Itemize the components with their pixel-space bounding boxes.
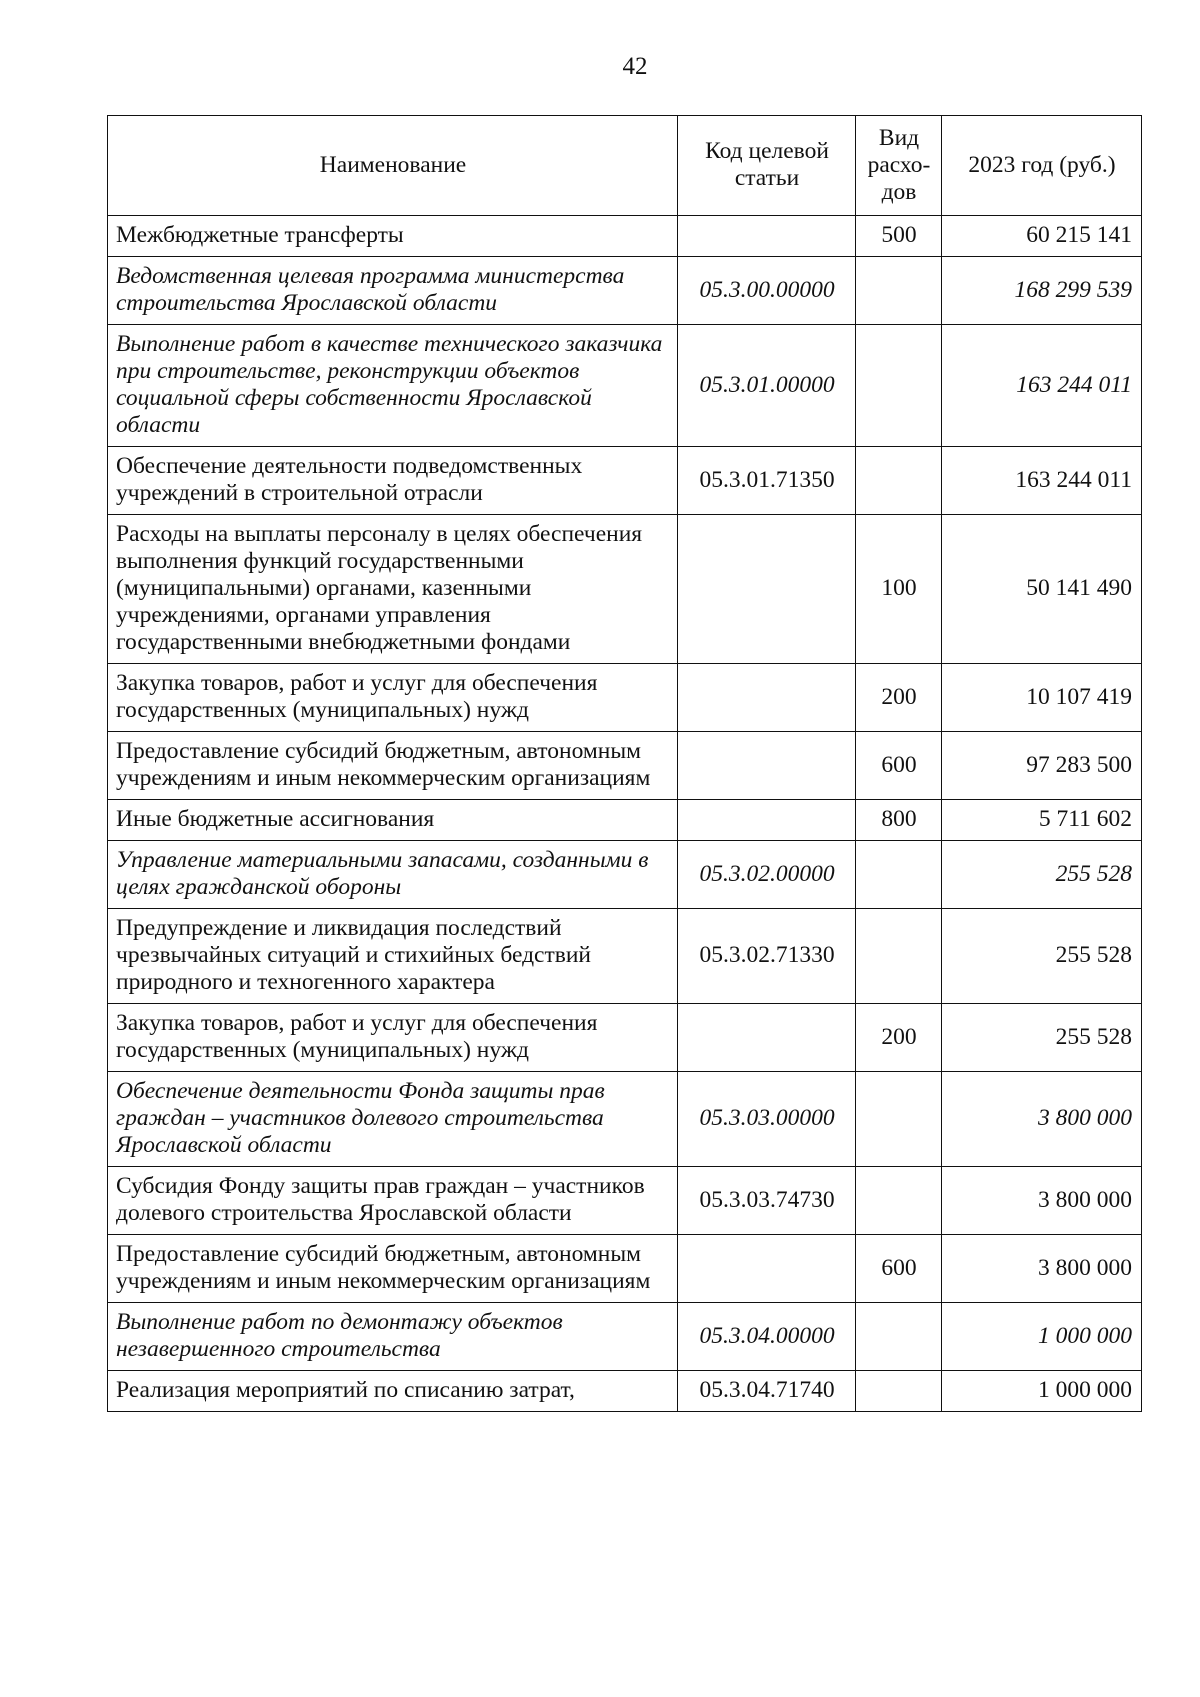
row-code-cell: 05.3.04.00000 [678,1303,856,1371]
row-name-cell: Предоставление субсидий бюджетным, автономным учреждениям и иным некоммерческим организациям [108,732,678,800]
row-type-cell [856,1371,942,1412]
row-sum-cell: 3 800 000 [942,1235,1142,1303]
row-sum-cell: 163 244 011 [942,325,1142,447]
row-code-cell [678,664,856,732]
table-row [108,909,1142,1004]
table-row [108,664,1142,732]
row-sum-cell: 50 141 490 [942,515,1142,664]
row-type-cell: 600 [856,1235,942,1303]
row-type-cell [856,1303,942,1371]
row-code-cell [678,216,856,257]
table-row [108,447,1142,515]
page-number: 42 [622,53,648,80]
row-sum-cell: 1 000 000 [942,1303,1142,1371]
row-type-cell: 200 [856,664,942,732]
row-type-cell: 200 [856,1004,942,1072]
row-sum-cell: 163 244 011 [942,447,1142,515]
row-sum-cell: 3 800 000 [942,1167,1142,1235]
row-code-cell: 05.3.01.71350 [678,447,856,515]
row-sum-cell: 5 711 602 [942,800,1142,841]
row-type-cell: 100 [856,515,942,664]
table-row [108,841,1142,909]
header-sum: 2023 год (руб.) [942,116,1142,216]
row-name-cell: Выполнение работ в качестве технического заказчика при строительстве, реконструкции объектов социальной сферы собственности Ярославской области [108,325,678,447]
table-header-row [108,116,1142,216]
row-type-cell [856,909,942,1004]
row-type-cell: 500 [856,216,942,257]
row-sum-cell: 97 283 500 [942,732,1142,800]
row-code-cell: 05.3.04.71740 [678,1371,856,1412]
row-code-cell: 05.3.02.71330 [678,909,856,1004]
row-type-cell: 800 [856,800,942,841]
table-row [108,1004,1142,1072]
table-row [108,1167,1142,1235]
row-type-cell [856,1072,942,1167]
row-code-cell: 05.3.03.00000 [678,1072,856,1167]
table-row [108,515,1142,664]
table-row [108,732,1142,800]
row-sum-cell: 3 800 000 [942,1072,1142,1167]
row-name-cell: Управление материальными запасами, созданными в целях гражданской обороны [108,841,678,909]
header-code: Код целевой статьи [678,116,856,216]
row-code-cell: 05.3.01.00000 [678,325,856,447]
row-type-cell [856,1167,942,1235]
row-type-cell [856,841,942,909]
row-code-cell: 05.3.00.00000 [678,257,856,325]
row-sum-cell: 1 000 000 [942,1371,1142,1412]
row-name-cell: Ведомственная целевая программа министерства строительства Ярославской области [108,257,678,325]
row-name-cell: Межбюджетные трансферты [108,216,678,257]
row-name-cell: Обеспечение деятельности Фонда защиты прав граждан – участников долевого строительства Ярославской области [108,1072,678,1167]
row-type-cell [856,257,942,325]
table-row [108,1235,1142,1303]
row-name-cell: Закупка товаров, работ и услуг для обеспечения государственных (муниципальных) нужд [108,664,678,732]
table-row [108,800,1142,841]
row-type-cell: 600 [856,732,942,800]
row-name-cell: Выполнение работ по демонтажу объектов незавершенного строительства [108,1303,678,1371]
row-code-cell [678,800,856,841]
row-name-cell: Иные бюджетные ассигнования [108,800,678,841]
row-type-cell [856,447,942,515]
header-type: Вид расхо- дов [856,116,942,216]
row-sum-cell: 168 299 539 [942,257,1142,325]
table-row [108,1072,1142,1167]
row-code-cell [678,1004,856,1072]
row-name-cell: Предоставление субсидий бюджетным, автономным учреждениям и иным некоммерческим организациям [108,1235,678,1303]
table-row [108,257,1142,325]
row-sum-cell: 255 528 [942,909,1142,1004]
row-sum-cell: 255 528 [942,841,1142,909]
row-sum-cell: 60 215 141 [942,216,1142,257]
row-name-cell: Расходы на выплаты персоналу в целях обеспечения выполнения функций государственными (муниципальными) органами, казенными учреждениями, органами управления государственными внебюджетными фондами [108,515,678,664]
row-name-cell: Обеспечение деятельности подведомственных учреждений в строительной отрасли [108,447,678,515]
row-name-cell: Реализация мероприятий по списанию затрат, [108,1371,678,1412]
row-code-cell: 05.3.03.74730 [678,1167,856,1235]
row-sum-cell: 255 528 [942,1004,1142,1072]
row-code-cell [678,1235,856,1303]
row-name-cell: Предупреждение и ликвидация последствий чрезвычайных ситуаций и стихийных бедствий природного и техногенного характера [108,909,678,1004]
header-name: Наименование [108,116,678,216]
table-row [108,216,1142,257]
row-type-cell [856,325,942,447]
table-row [108,1371,1142,1412]
row-code-cell [678,515,856,664]
row-name-cell: Закупка товаров, работ и услуг для обеспечения государственных (муниципальных) нужд [108,1004,678,1072]
budget-table [107,115,1142,1412]
row-sum-cell: 10 107 419 [942,664,1142,732]
row-code-cell [678,732,856,800]
table-row [108,325,1142,447]
row-code-cell: 05.3.02.00000 [678,841,856,909]
row-name-cell: Субсидия Фонду защиты прав граждан – участников долевого строительства Ярославской области [108,1167,678,1235]
table-body [108,216,1142,1412]
table-row [108,1303,1142,1371]
